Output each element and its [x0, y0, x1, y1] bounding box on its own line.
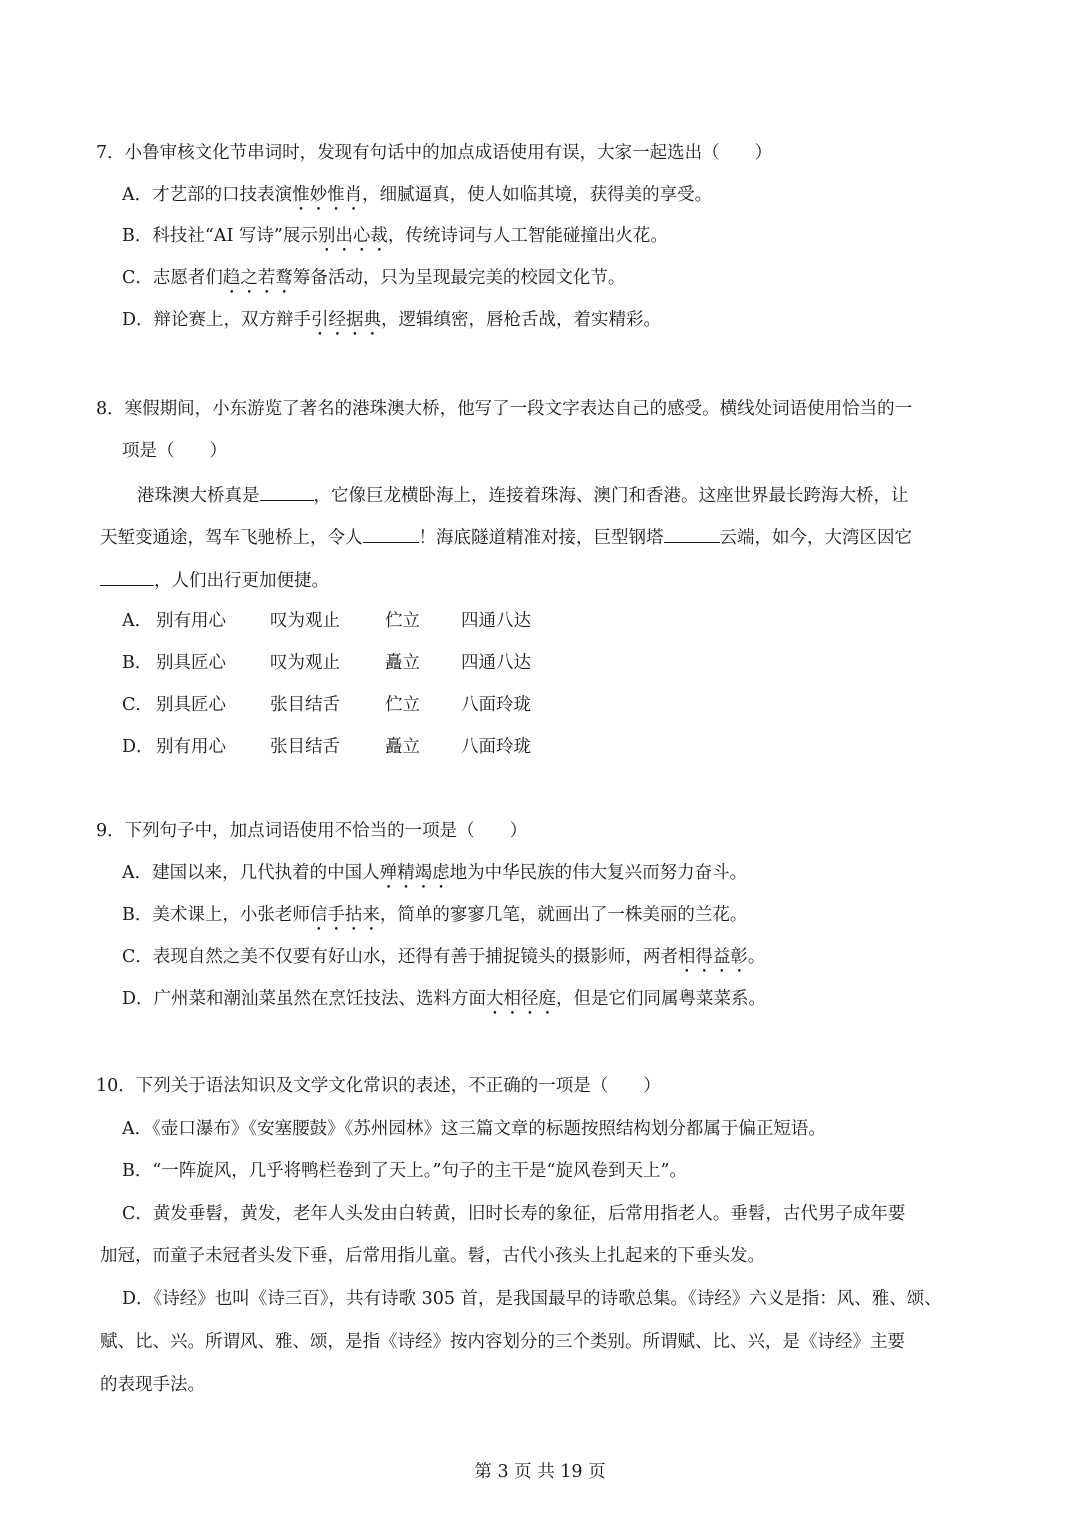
q10-option-b: B．“一阵旋风，几乎将鸭栏卷到了天上。”句子的主干是“旋风卷到天上”。 [122, 1161, 687, 1181]
q10-option-d-line3: 的表现手法。 [100, 1375, 205, 1395]
q7-b-dotted: 别出心裁 [317, 226, 388, 246]
q8-b-word3: 矗立 [385, 653, 420, 673]
q8-stem-line2: 项是（ ） [122, 441, 227, 461]
q8-option-d [122, 735, 531, 759]
q8-blank-2 [363, 524, 419, 543]
q8-a-word3: 伫立 [385, 611, 420, 631]
q8-a-word2: 叹为观止 [270, 611, 340, 631]
q8-blank-4 [100, 567, 154, 586]
q8-d-word1: 别有用心 [156, 737, 226, 757]
q9-c-post: 。 [747, 947, 766, 967]
q8-b-label: B． [122, 653, 153, 673]
q8-c-word4: 八面玲珑 [461, 695, 531, 715]
q7-c-dotted: 趋之若鹜 [222, 268, 293, 288]
q8-b-word4: 四通八达 [461, 653, 531, 673]
q7-c-pre: C．志愿者们 [122, 268, 223, 288]
q8-d-label: D． [122, 737, 154, 757]
q10-option-a: A．《壶口瀑布》《安塞腰鼓》《苏州园林》这三篇文章的标题按照结构划分都属于偏正短语。 [122, 1119, 826, 1139]
q8-d-word4: 八面玲珑 [461, 737, 531, 757]
q9-c-pre: C．表现自然之美不仅要有好山水，还得有善于捕捉镜头的摄影师，两者 [122, 947, 678, 967]
q10-option-c-line2: 加冠，而童子未冠者头发下垂，后常用指儿童。髫，古代小孩头上扎起来的下垂头发。 [100, 1246, 765, 1266]
q7-a-post: ，细腻逼真，使人如临其境，获得美的享受。 [362, 185, 713, 205]
q7-option-c [122, 266, 625, 298]
q7-c-post: 筹备活动，只为呈现最完美的校园文化节。 [292, 268, 626, 288]
q9-c-dotted: 相得益彰 [677, 947, 748, 967]
q10-option-d-line2: 赋、比、兴。所谓风、雅、颂，是指《诗经》按内容划分的三个类别。所谓赋、比、兴，是《诗经》主要 [100, 1332, 905, 1352]
q7-d-pre: D．辩论赛上，双方辩手 [122, 310, 312, 330]
q8-p1a: 港珠澳大桥真是 [137, 486, 260, 506]
q9-a-pre: A．建国以来，几代执着的中国人 [122, 863, 380, 883]
q8-option-a [122, 609, 531, 633]
q9-b-dotted: 信手拈来 [309, 905, 380, 925]
q10-stem: 10．下列关于语法知识及文学文化常识的表述，不正确的一项是（ ） [96, 1076, 661, 1096]
q8-stem-line1: 8．寒假期间，小东游览了著名的港珠澳大桥，他写了一段文字表达自己的感受。横线处词语使用恰当的一 [96, 399, 913, 419]
q7-option-b [122, 224, 668, 256]
q9-stem: 9．下列句子中，加点词语使用不恰当的一项是（ ） [96, 821, 528, 841]
q7-d-dotted: 引经据典 [311, 310, 382, 330]
q7-b-pre: B．科技社“AI 写诗”展示 [122, 226, 318, 246]
q8-passage-line1 [137, 482, 909, 508]
q8-c-label: C． [122, 695, 153, 715]
q8-c-word3: 伫立 [385, 695, 420, 715]
q8-option-b [122, 651, 531, 675]
q9-a-post: 地为中华民族的伟大复兴而努力奋斗。 [449, 863, 748, 883]
q8-d-word2: 张目结舌 [270, 737, 340, 757]
q8-p2b: ！海底隧道精准对接，巨型钢塔 [418, 528, 664, 548]
q9-d-pre: D．广州菜和潮汕菜虽然在烹饪技法、选料方面 [122, 989, 487, 1009]
page-number: 第 3 页 共 19 页 [474, 1462, 606, 1482]
q8-p2c: 云端，如今，大湾区因它 [719, 528, 912, 548]
q8-a-word4: 四通八达 [461, 611, 531, 631]
q9-option-b [122, 903, 747, 935]
q9-d-dotted: 大相径庭 [486, 989, 557, 1009]
q10-option-c-line1: C．黄发垂髫，黄发，老年人头发由白转黄，旧时长寿的象征，后常用指老人。垂髫，古代男子成年要 [122, 1204, 906, 1224]
q8-b-word2: 叹为观止 [270, 653, 340, 673]
q8-p2a: 天堑变通途，驾车飞驰桥上，令人 [100, 528, 363, 548]
q8-a-label: A． [122, 611, 153, 631]
q9-b-pre: B．美术课上，小张老师 [122, 905, 310, 925]
q9-b-post: ，简单的寥寥几笔，就画出了一株美丽的兰花。 [379, 905, 748, 925]
q7-d-post: ，逻辑缜密，唇枪舌战，着实精彩。 [381, 310, 662, 330]
q7-a-pre: A．才艺部的口技表演 [122, 185, 293, 205]
q8-c-word1: 别具匠心 [156, 695, 226, 715]
q10-option-d-line1: D．《诗经》也叫《诗三百》，共有诗歌 305 首，是我国最早的诗歌总集。《诗经》六义是指：风、雅、颂、 [122, 1289, 942, 1309]
q9-option-a [122, 861, 747, 893]
q8-blank-1 [260, 482, 314, 501]
q8-d-word3: 矗立 [385, 737, 420, 757]
q9-d-post: ，但是它们同属粤菜菜系。 [556, 989, 767, 1009]
q8-passage-line2 [100, 524, 912, 550]
q8-b-word1: 别具匠心 [156, 653, 226, 673]
q7-b-post: ，传统诗词与人工智能碰撞出火花。 [387, 226, 668, 246]
q7-a-dotted: 惟妙惟肖 [292, 185, 363, 205]
q7-stem: 7．小鲁审核文化节串词时，发现有句话中的加点成语使用有误，大家一起选出（ ） [96, 143, 773, 163]
q8-p1b: ，它像巨龙横卧海上，连接着珠海、澳门和香港。这座世界最长跨海大桥，让 [313, 486, 909, 506]
q8-option-c [122, 693, 531, 717]
q8-a-word1: 别有用心 [156, 611, 226, 631]
q9-option-c [122, 945, 765, 977]
q8-passage-line3 [100, 567, 329, 593]
q7-option-d [122, 308, 661, 340]
q8-c-word2: 张目结舌 [270, 695, 340, 715]
q9-a-dotted: 殚精竭虑 [379, 863, 450, 883]
q8-blank-3 [664, 524, 720, 543]
q7-option-a [122, 183, 712, 215]
q9-option-d [122, 987, 766, 1019]
q8-p3: ，人们出行更加便捷。 [154, 571, 329, 591]
